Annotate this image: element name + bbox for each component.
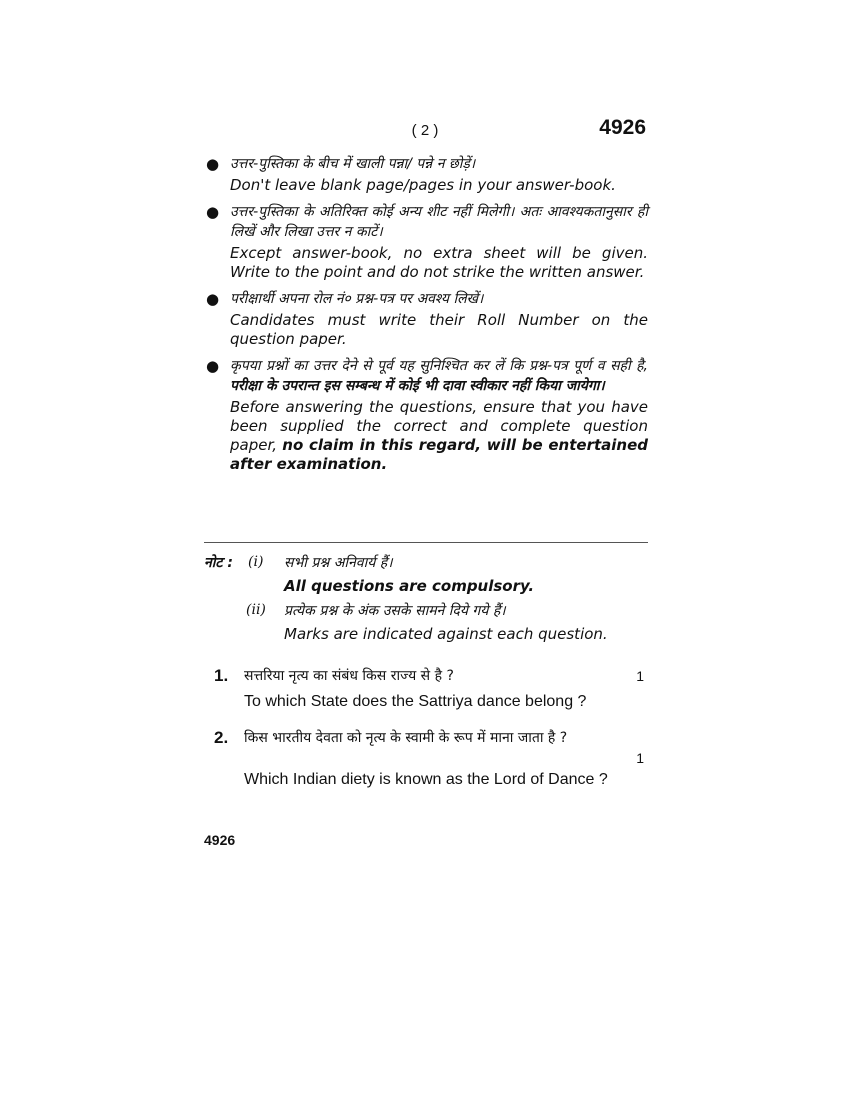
instruction-english-bold: no claim in this regard, will be entertained after examination. (230, 436, 648, 473)
instruction-english: Except answer-book, no extra sheet will be given. Write to the point and do not strike the written answer. (230, 244, 648, 281)
note-item-english: All questions are compulsory. (284, 577, 535, 595)
questions-list (204, 664, 648, 804)
bullet-icon: ● (206, 155, 220, 173)
instruction-english-normal: Before answering the questions, ensure that you have been supplied the correct and complete question paper, (230, 398, 648, 454)
instruction-item (204, 202, 648, 282)
bullet-icon: ● (206, 203, 220, 221)
note-item-number: (i) (248, 554, 264, 570)
note-item-english: Marks are indicated against each question. (284, 625, 608, 643)
instruction-item (204, 154, 648, 195)
instruction-english: Candidates must write their Roll Number on the question paper. (230, 311, 648, 348)
question-english: To which State does the Sattriya dance belong ? (244, 693, 587, 710)
note-label: नोट : (204, 555, 233, 571)
question-hindi: किस भारतीय देवता को नृत्य के स्वामी के रूप में माना जाता है ? (244, 730, 568, 746)
note-item-hindi: प्रत्येक प्रश्न के अंक उसके सामने दिये गये हैं। (284, 603, 506, 619)
question-hindi: सत्तरिया नृत्य का संबंध किस राज्य से है ? (244, 668, 454, 684)
section-divider (204, 542, 648, 543)
instruction-hindi-normal: कृपया प्रश्नों का उत्तर देने से पूर्व यह सुनिश्चित कर लें कि प्रश्न-पत्र पूर्ण व सही है, (230, 358, 648, 374)
instruction-item (204, 356, 648, 474)
instruction-hindi (230, 356, 648, 396)
question-marks: 1 (636, 750, 644, 766)
question-number: 2. (214, 728, 229, 747)
note-item-number: (ii) (246, 602, 266, 618)
question-item (204, 664, 648, 712)
note-item-hindi: सभी प्रश्न अनिवार्य हैं। (284, 555, 393, 571)
question-number: 1. (214, 666, 229, 685)
instruction-hindi: उत्तर-पुस्तिका के अतिरिक्त कोई अन्य शीट नहीं मिलेगी। अतः आवश्यकतानुसार ही लिखें और लिखा उत्तर न काटें। (230, 204, 648, 240)
note-section (204, 553, 648, 649)
instruction-english (230, 398, 648, 474)
paper-code-footer: 4926 (204, 832, 236, 848)
instruction-english: Don't leave blank page/pages in your answer-book. (230, 176, 616, 194)
question-item (204, 726, 648, 790)
instruction-hindi: उत्तर-पुस्तिका के बीच में खाली पन्ना/ पन्ने न छोड़ें। (230, 156, 476, 172)
instruction-hindi: परीक्षार्थी अपना रोल नं० प्रश्न-पत्र पर अवश्य लिखें। (230, 291, 484, 307)
page-number: ( 2 ) (411, 122, 439, 139)
question-english: Which Indian diety is known as the Lord of Dance ? (244, 771, 608, 788)
bullet-icon: ● (206, 290, 220, 308)
question-marks: 1 (636, 668, 644, 684)
instruction-hindi-bold: परीक्षा के उपरान्त इस सम्बन्ध में कोई भी दावा स्वीकार नहीं किया जायेगा। (230, 378, 605, 394)
paper-code-header: 4926 (599, 116, 646, 139)
instructions-list (204, 154, 648, 481)
instruction-item (204, 289, 648, 349)
bullet-icon: ● (206, 357, 220, 375)
